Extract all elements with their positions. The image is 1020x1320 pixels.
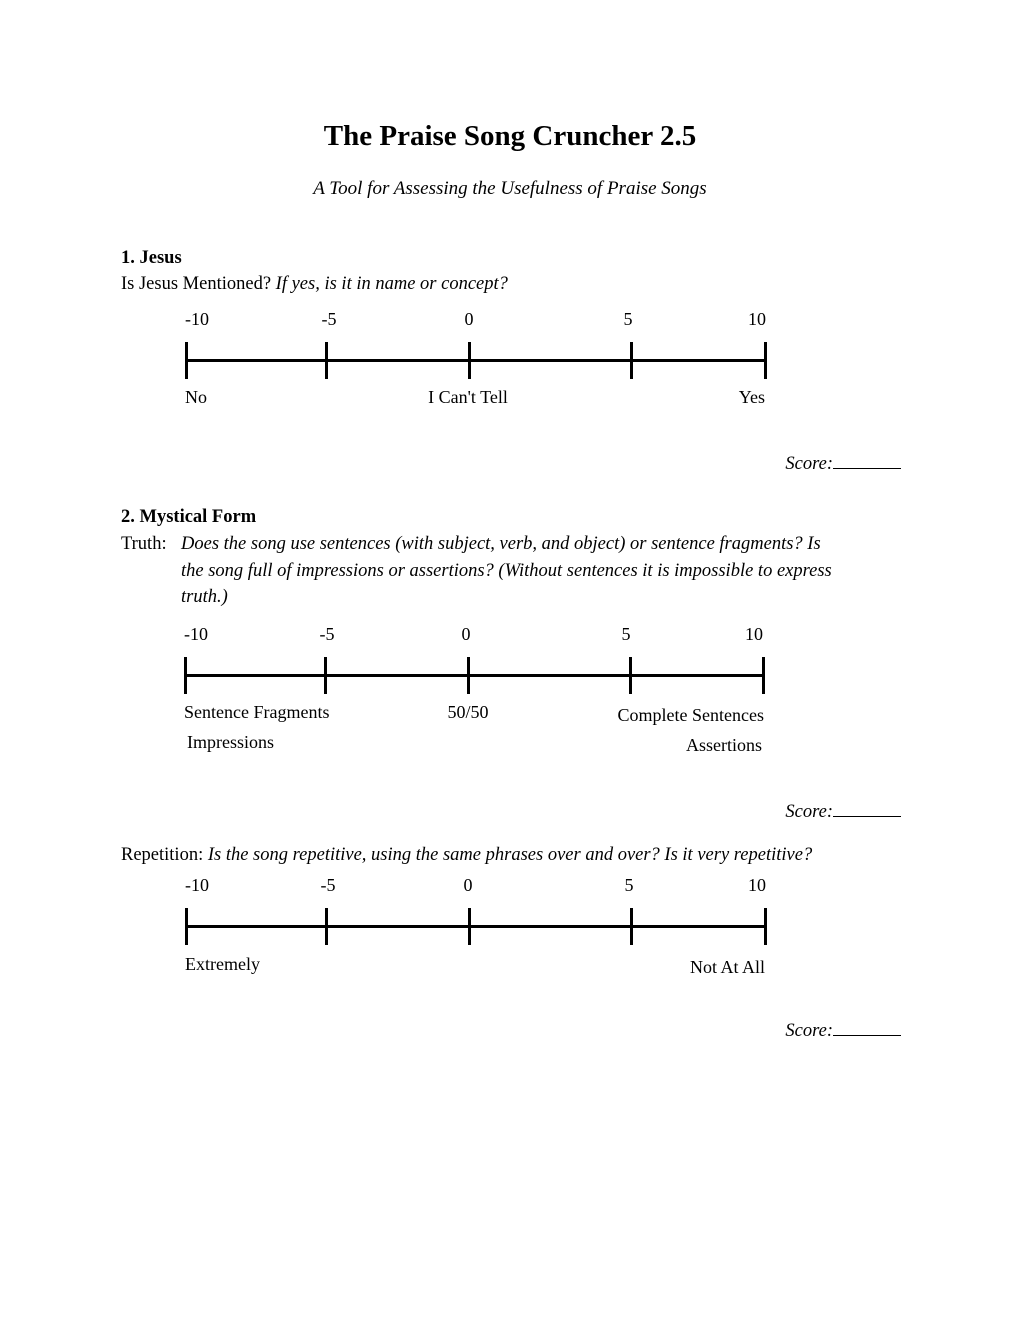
tick-label: -10 bbox=[184, 624, 208, 644]
scale-tick bbox=[325, 908, 328, 945]
question-text: Is Jesus Mentioned? bbox=[121, 274, 272, 294]
anchor-mid: 50/50 bbox=[447, 702, 489, 722]
tick-label: 5 bbox=[623, 309, 633, 329]
repetition-question bbox=[121, 845, 812, 866]
jesus-question bbox=[121, 274, 508, 295]
anchor-high: Not At All bbox=[689, 957, 765, 977]
tick-label: 0 bbox=[464, 309, 474, 329]
tick-label: 0 bbox=[463, 875, 473, 895]
tick-label: 10 bbox=[745, 624, 763, 644]
scale-tick bbox=[185, 342, 188, 379]
scale-tick bbox=[467, 657, 470, 694]
repetition-label: Repetition: bbox=[121, 845, 204, 865]
anchor-low-2: Impressions bbox=[187, 732, 274, 752]
tick-label: 0 bbox=[461, 624, 471, 644]
tick-label: -5 bbox=[321, 309, 337, 329]
tick-label: 5 bbox=[621, 624, 631, 644]
truth-label: Truth: bbox=[121, 534, 167, 554]
truth-question bbox=[121, 531, 167, 558]
score-field-repetition[interactable] bbox=[785, 1021, 901, 1042]
truth-question-text bbox=[181, 531, 832, 611]
scale-tick bbox=[764, 342, 767, 379]
scale-tick bbox=[325, 342, 328, 379]
question-line: Does the song use sentences (with subject, verb, and object) or sentence fragments? Is bbox=[181, 534, 821, 554]
section-heading-jesus: 1. Jesus bbox=[121, 248, 182, 268]
anchor-low: No bbox=[185, 387, 207, 407]
anchor-high-1: Complete Sentences bbox=[617, 705, 764, 725]
repetition-question-text: Is the song repetitive, using the same phrases over and over? Is it very repetitive? bbox=[207, 845, 813, 865]
scale-tick bbox=[468, 342, 471, 379]
scale-tick bbox=[762, 657, 765, 694]
tick-label: -5 bbox=[320, 875, 336, 895]
score-blank[interactable] bbox=[833, 1021, 901, 1036]
scale-tick bbox=[324, 657, 327, 694]
score-blank[interactable] bbox=[833, 802, 901, 817]
jesus-scale bbox=[185, 309, 766, 407]
tick-label: -10 bbox=[185, 309, 209, 329]
scale-tick bbox=[630, 908, 633, 945]
document-subtitle: A Tool for Assessing the Usefulness of Praise Songs bbox=[313, 178, 707, 199]
question-line: truth.) bbox=[181, 587, 228, 607]
document-title: The Praise Song Cruncher 2.5 bbox=[323, 120, 697, 152]
anchor-low: Extremely bbox=[185, 954, 260, 974]
scale-tick bbox=[629, 657, 632, 694]
scale-line bbox=[185, 359, 765, 362]
scale-tick bbox=[630, 342, 633, 379]
score-field-jesus[interactable] bbox=[785, 454, 901, 475]
anchor-high-2: Assertions bbox=[686, 735, 762, 755]
tick-label: 10 bbox=[748, 309, 766, 329]
scale-tick bbox=[468, 908, 471, 945]
scale-line bbox=[184, 674, 764, 677]
score-label: Score: bbox=[785, 1021, 833, 1041]
anchor-high: Yes bbox=[738, 387, 765, 407]
question-italic: If yes, is it in name or concept? bbox=[275, 274, 508, 294]
score-blank[interactable] bbox=[833, 454, 901, 469]
scale-tick bbox=[764, 908, 767, 945]
score-field-truth[interactable] bbox=[785, 802, 901, 823]
anchor-mid: I Can't Tell bbox=[428, 387, 508, 407]
section-heading-mystical-form: 2. Mystical Form bbox=[121, 507, 257, 527]
anchor-low-1: Sentence Fragments bbox=[184, 702, 330, 722]
tick-label: 10 bbox=[748, 875, 766, 895]
tick-label: -5 bbox=[319, 624, 335, 644]
score-label: Score: bbox=[785, 454, 833, 474]
question-line: the song full of impressions or assertions? (Without sentences it is impossible to express bbox=[181, 560, 832, 581]
truth-scale bbox=[184, 624, 764, 755]
scale-tick bbox=[185, 908, 188, 945]
tick-label: 5 bbox=[624, 875, 634, 895]
repetition-scale bbox=[185, 875, 766, 977]
score-label: Score: bbox=[785, 802, 833, 822]
scale-line bbox=[185, 925, 765, 928]
tick-label: -10 bbox=[185, 875, 209, 895]
scale-tick bbox=[184, 657, 187, 694]
